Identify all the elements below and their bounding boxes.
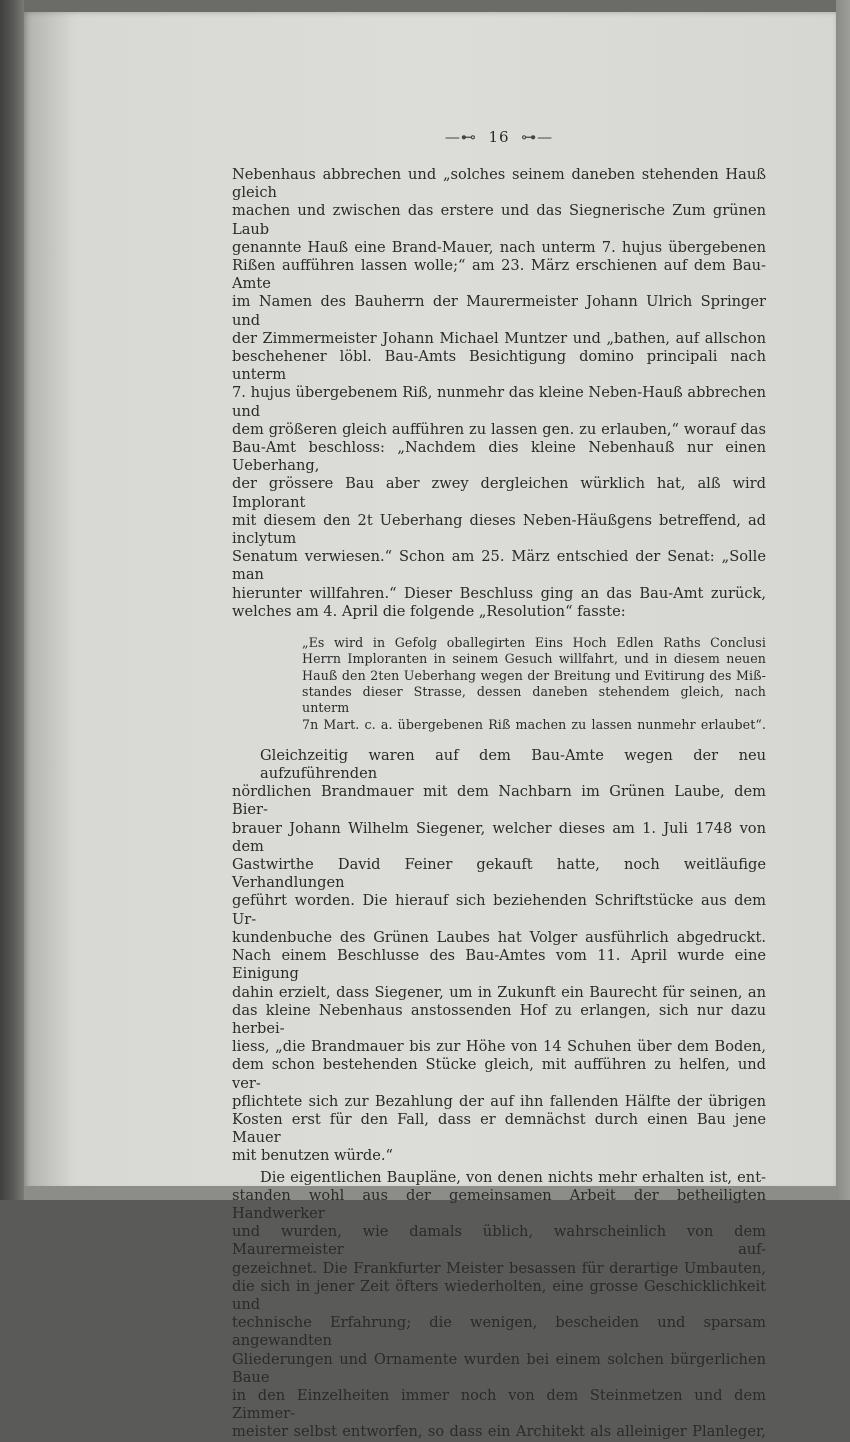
text-line: 7. hujus übergebenem Riß, nunmehr das kleine Neben-Hauß abbrechen und	[232, 384, 766, 420]
paragraph-1	[232, 166, 766, 621]
quote-line: Herrn Imploranten in seinem Gesuch willfahrt, und in diesem neuen	[302, 651, 766, 667]
text-line: Gliederungen und Ornamente wurden bei einem solchen bürgerlichen Baue	[232, 1350, 766, 1386]
text-line: Senatum verwiesen.“ Schon am 25. März entschied der Senat: „Solle man	[232, 548, 766, 584]
paragraph-2	[232, 747, 766, 1166]
text-line: geführt worden. Die hierauf sich beziehenden Schriftstücke aus dem Ur-	[232, 892, 766, 928]
text-line: pflichtete sich zur Bezahlung der auf ihn fallenden Hälfte der übrigen	[232, 1092, 766, 1110]
text-line: der Zimmermeister Johann Michael Muntzer und „bathen, auf allschon	[232, 329, 766, 347]
text-line: gezeichnet. Die Frankfurter Meister besassen für derartige Umbauten,	[232, 1259, 766, 1277]
book-cover-right-edge	[836, 0, 850, 1200]
quote-line: „Es wird in Gefolg oballegirten Eins Hoch Edlen Raths Conclusi	[302, 635, 766, 651]
text-line: dahin erzielt, dass Siegener, um in Zukunft ein Baurecht für seinen, an	[232, 983, 766, 1001]
text-line: Gleichzeitig waren auf dem Bau-Amte wegen der neu aufzuführenden	[260, 746, 766, 783]
text-line: mit benutzen würde.“	[232, 1147, 393, 1165]
text-line: Nebenhaus abbrechen und „solches seinem daneben stehenden Hauß gleich	[232, 166, 766, 202]
quote-line: Hauß den 2ten Ueberhang wegen der Breitung und Evitirung des Miß-	[302, 667, 766, 683]
text-line: und wurden, wie damals üblich, wahrscheinlich von dem Maurermeister auf-	[232, 1223, 766, 1259]
quote-line: 7n Mart. c. a. übergebenen Riß machen zu lassen nunmehr erlaubet“.	[302, 716, 766, 732]
text-line: kundenbuche des Grünen Laubes hat Volger ausführlich abgedruckt.	[232, 928, 766, 946]
page-number: 16	[488, 128, 510, 146]
text-line: dem größeren gleich aufführen zu lassen gen. zu erlauben,“ worauf das	[232, 420, 766, 438]
text-line: Die eigentlichen Baupläne, von denen nichts mehr erhalten ist, ent-	[260, 1168, 766, 1186]
text-line: der grössere Bau aber zwey dergleichen würklich hat, alß wird Implorant	[232, 475, 766, 511]
book-cover-edge	[0, 0, 24, 1200]
page-header	[232, 128, 766, 146]
text-line: dem schon bestehenden Stücke gleich, mit aufführen zu helfen, und ver-	[232, 1056, 766, 1092]
text-line: meister selbst entworfen, so dass ein Architekt als alleiniger Planleger,	[232, 1423, 766, 1441]
text-line: hierunter willfahren.“ Dieser Beschluss ging an das Bau-Amt zurück,	[232, 584, 766, 602]
text-line: beschehener löbl. Bau-Amts Besichtigung domino principali nach unterm	[232, 348, 766, 384]
text-line: genannte Hauß eine Brand-Mauer, nach unterm 7. hujus übergebenen	[232, 238, 766, 256]
text-line: Gastwirthe David Feiner gekauft hatte, noch weitläufige Verhandlungen	[232, 856, 766, 892]
text-line: technische Erfahrung; die wenigen, bescheiden und sparsam angewandten	[232, 1314, 766, 1350]
quote-line: standes dieser Strasse, dessen daneben stehendem gleich, nach unterm	[302, 683, 766, 716]
text-line: standen wohl aus der gemeinsamen Arbeit der betheiligten Handwerker	[232, 1186, 766, 1222]
page-gutter-shadow	[24, 12, 78, 1190]
header-ornament-left: —⊷	[444, 128, 477, 146]
text-line: Kosten erst für den Fall, dass er demnächst durch einen Bau jene Mauer	[232, 1110, 766, 1147]
text-line: Rißen aufführen lassen wolle;“ am 23. März erschienen auf dem Bau-Amte	[232, 257, 766, 293]
text-line: im Namen des Bauherrn der Maurermeister Johann Ulrich Springer und	[232, 293, 766, 329]
text-line: machen und zwischen das erstere und das Siegnerische Zum grünen Laub	[232, 202, 766, 238]
text-line: Bau-Amt beschloss: „Nachdem dies kleine Nebenhauß nur einen Ueberhang,	[232, 439, 766, 475]
text-line: mit diesem den 2t Ueberhang dieses Neben-Häußgens betreffend, ad inclytum	[232, 511, 766, 548]
text-line: das kleine Nebenhaus anstossenden Hof zu erlangen, sich nur dazu herbei-	[232, 1001, 766, 1037]
paragraph-3	[232, 1169, 766, 1442]
text-line: welches am 4. April die folgende „Resolution“ fasste:	[232, 602, 626, 620]
text-line: brauer Johann Wilhelm Siegener, welcher dieses am 1. Juli 1748 von dem	[232, 819, 766, 855]
block-quote	[302, 635, 766, 733]
text-line: nördlichen Brandmauer mit dem Nachbarn im Grünen Laube, dem Bier-	[232, 783, 766, 819]
text-line: liess, „die Brandmauer bis zur Höhe von 14 Schuhen über dem Boden,	[232, 1038, 766, 1056]
text-line: in den Einzelheiten immer noch von dem Steinmetzen und dem Zimmer-	[232, 1386, 766, 1423]
text-line: Nach einem Beschlusse des Bau-Amtes vom 11. April wurde eine Einigung	[232, 947, 766, 983]
header-ornament-right: ⊶—	[521, 128, 554, 146]
text-line: die sich in jener Zeit öfters wiederholten, eine grosse Geschicklichkeit und	[232, 1277, 766, 1313]
text-block	[232, 128, 766, 1442]
